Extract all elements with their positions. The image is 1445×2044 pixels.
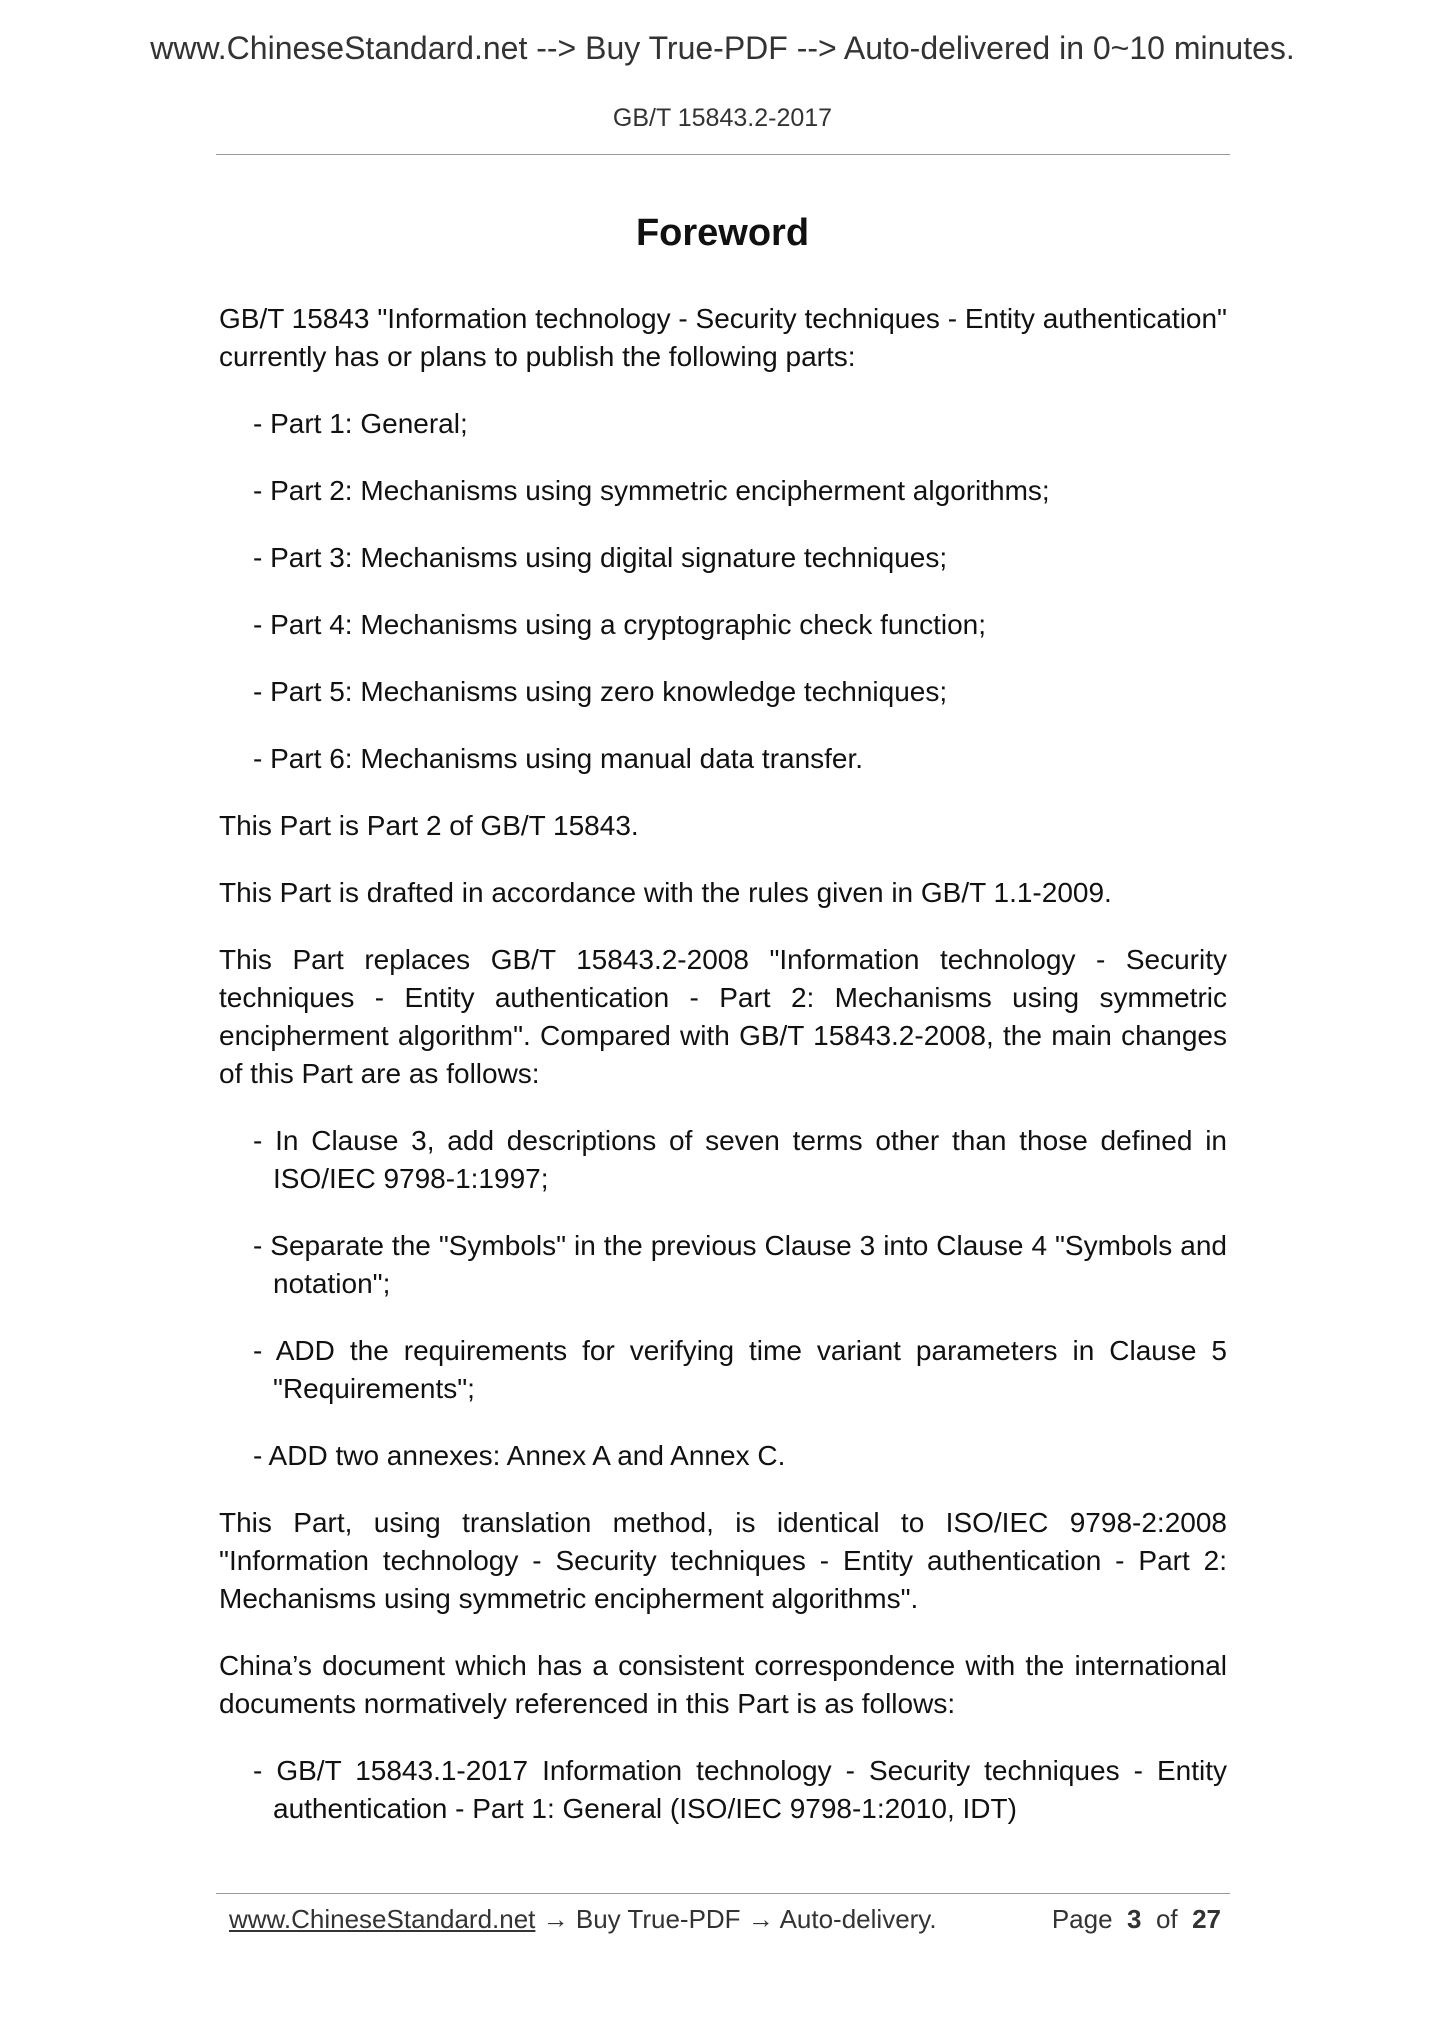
document-body <box>219 300 1227 1857</box>
list-item-change-2: - Separate the "Symbols" in the previous Clause 3 into Clause 4 "Symbols and notation"; <box>253 1230 1227 1299</box>
footer-website-link[interactable]: www.ChineseStandard.net <box>229 1904 536 1934</box>
list-item-part-3: - Part 3: Mechanisms using digital signature techniques; <box>253 542 948 573</box>
part-number-paragraph: This Part is Part 2 of GB/T 15843. <box>219 810 639 841</box>
list-item-change-1: - In Clause 3, add descriptions of seven terms other than those defined in ISO/IEC 9798-1:1997; <box>253 1125 1227 1194</box>
intro-paragraph: GB/T 15843 "Information technology - Security techniques - Entity authentication" currently has or plans to publish the following parts: <box>219 303 1227 372</box>
replaces-paragraph: This Part replaces GB/T 15843.2-2008 "Information technology - Security techniques - Entity authentication - Part 2: Mechanisms using symmetric encipherment algorithm". Compared with GB/T 15843.2-2008, the main changes of this Part are as follows: <box>219 944 1227 1089</box>
page-number: 3 <box>1127 1904 1142 1934</box>
page-total: 27 <box>1192 1904 1221 1934</box>
list-item-change-3: - ADD the requirements for verifying time variant parameters in Clause 5 "Requirements"; <box>253 1335 1227 1404</box>
list-item-part-5: - Part 5: Mechanisms using zero knowledge techniques; <box>253 676 948 707</box>
list-item-part-2: - Part 2: Mechanisms using symmetric encipherment algorithms; <box>253 475 1050 506</box>
correspondence-paragraph: China’s document which has a consistent correspondence with the international documents normatively referenced in this Part is as follows: <box>219 1650 1227 1719</box>
page-title: Foreword <box>635 212 810 254</box>
footer-divider <box>216 1893 1230 1894</box>
list-item-reference-1: - GB/T 15843.1-2017 Information technology - Security techniques - Entity authentication - Part 1: General (ISO/IEC 9798-1:2010, IDT) <box>253 1755 1227 1824</box>
drafting-rules-paragraph: This Part is drafted in accordance with the rules given in GB/T 1.1-2009. <box>219 877 1112 908</box>
page-indicator <box>1052 1904 1221 1935</box>
identical-paragraph: This Part, using translation method, is identical to ISO/IEC 9798-2:2008 "Information technology - Security techniques - Entity authentication - Part 2: Mechanisms using symmetric encipherment algorithms". <box>219 1507 1227 1614</box>
list-item-part-6: - Part 6: Mechanisms using manual data transfer. <box>253 743 864 774</box>
page-footer <box>229 1904 1225 1935</box>
list-item-part-4: - Part 4: Mechanisms using a cryptographic check function; <box>253 609 987 640</box>
list-item-part-1: - Part 1: General; <box>253 408 468 439</box>
header-divider <box>216 154 1230 155</box>
top-banner: www.ChineseStandard.net --> Buy True-PDF --> Auto-delivered in 0~10 minutes. <box>150 30 1295 66</box>
document-code: GB/T 15843.2-2017 <box>612 104 833 132</box>
of-label: of <box>1155 1904 1178 1934</box>
list-item-change-4: - ADD two annexes: Annex A and Annex C. <box>253 1440 786 1471</box>
footer-tagline: → Buy True-PDF → Auto-delivery. <box>535 1904 937 1934</box>
page-label: Page <box>1051 1904 1113 1934</box>
